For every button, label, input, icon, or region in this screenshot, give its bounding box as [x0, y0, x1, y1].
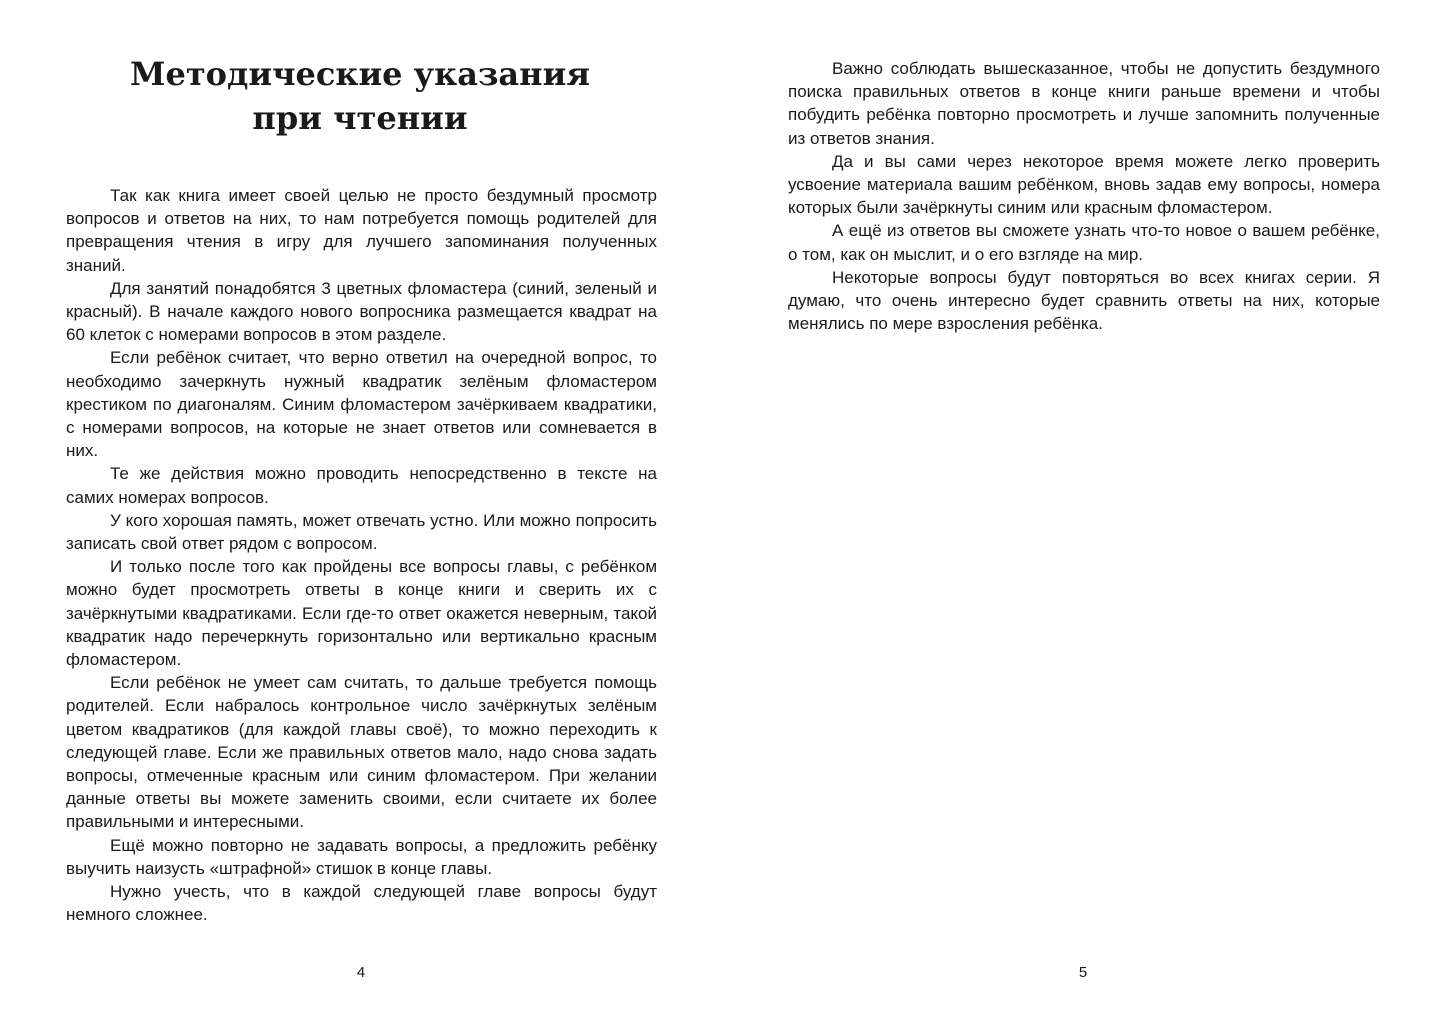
paragraph: Для занятий понадобятся 3 цветных фломастера (синий, зеленый и красный). В начале каждого нового вопросника размещается квадрат на 60 клеток с номерами вопросов в этом разделе. [66, 278, 657, 345]
page-number: 5 [1078, 964, 1088, 981]
paragraph: Некоторые вопросы будут повторяться во всех книгах серии. Я думаю, что очень интересно будет сравнить ответы на них, которые менялись по мере взросления ребёнка. [788, 267, 1380, 334]
paragraph: Те же действия можно проводить непосредственно в тексте на самих номерах вопросов. [66, 464, 657, 507]
page-title-line-1: Методические указания [130, 55, 590, 93]
left-page-body [66, 184, 657, 927]
paragraph: У кого хорошая память, может отвечать устно. Или можно попросить записать свой ответ рядом с вопросом. [66, 510, 657, 554]
paragraph: Важно соблюдать вышесказанное, чтобы не допустить бездумного поиска правильных ответов в конце книги раньше времени и чтобы побудить ребёнка повторно просмотреть и лучше запомнить полученные из ответов знания. [788, 59, 1380, 148]
paragraph: Нужно учесть, что в каждой следующей главе вопросы будут немного сложнее. [66, 882, 657, 925]
page-title-line-2: при чтении [252, 99, 468, 137]
right-page [722, 0, 1445, 1033]
paragraph: Если ребёнок считает, что верно ответил на очередной вопрос, то необходимо зачеркнуть нужный квадратик зелёным фломастером крестиком по диагоналям. Синим фломастером зачёркиваем квадратики, с номерами вопросов, на которые не знает ответов или сомневается в них. [66, 348, 657, 461]
paragraph: Так как книга имеет своей целью не просто бездумный просмотр вопросов и ответов на них, то нам потребуется помощь родителей для превращения чтения в игру для лучшего запоминания полученных знаний. [66, 186, 657, 275]
right-page-body [788, 57, 1380, 335]
paragraph: Ещё можно повторно не задавать вопросы, а предложить ребёнку выучить наизусть «штрафной» стишок в конце главы. [66, 835, 657, 878]
paragraph: Да и вы сами через некоторое время можете легко проверить усвоение материала вашим ребёнком, вновь задав ему вопросы, номера которых были зачёркнуты синим или красным фломастером. [788, 151, 1380, 218]
page-title [62, 52, 658, 140]
paragraph: И только после того как пройдены все вопросы главы, с ребёнком можно будет просмотреть ответы в конце книги и сверить их с зачёркнутыми квадратиками. Если где-то ответ окажется неверным, такой квадратик надо перечеркнуть горизонтально или вертикально красным фломастером. [66, 557, 657, 670]
page-number: 4 [356, 964, 366, 981]
left-page [0, 0, 722, 1033]
paragraph: Если ребёнок не умеет сам считать, то дальше требуется помощь родителей. Если набралось контрольное число зачёркнутых зелёным цветом квадратиков (для каждой главы своё), то можно переходить к следующей главе. Если же правильных ответов мало, надо снова задать вопросы, отмеченные красным или синим фломастером. При желании данные ответы вы можете заменить своими, если считаете их более правильными и интересными. [66, 673, 657, 832]
paragraph: А ещё из ответов вы сможете узнать что-то новое о вашем ребёнке, о том, как он мыслит, и о его взгляде на мир. [788, 221, 1380, 264]
